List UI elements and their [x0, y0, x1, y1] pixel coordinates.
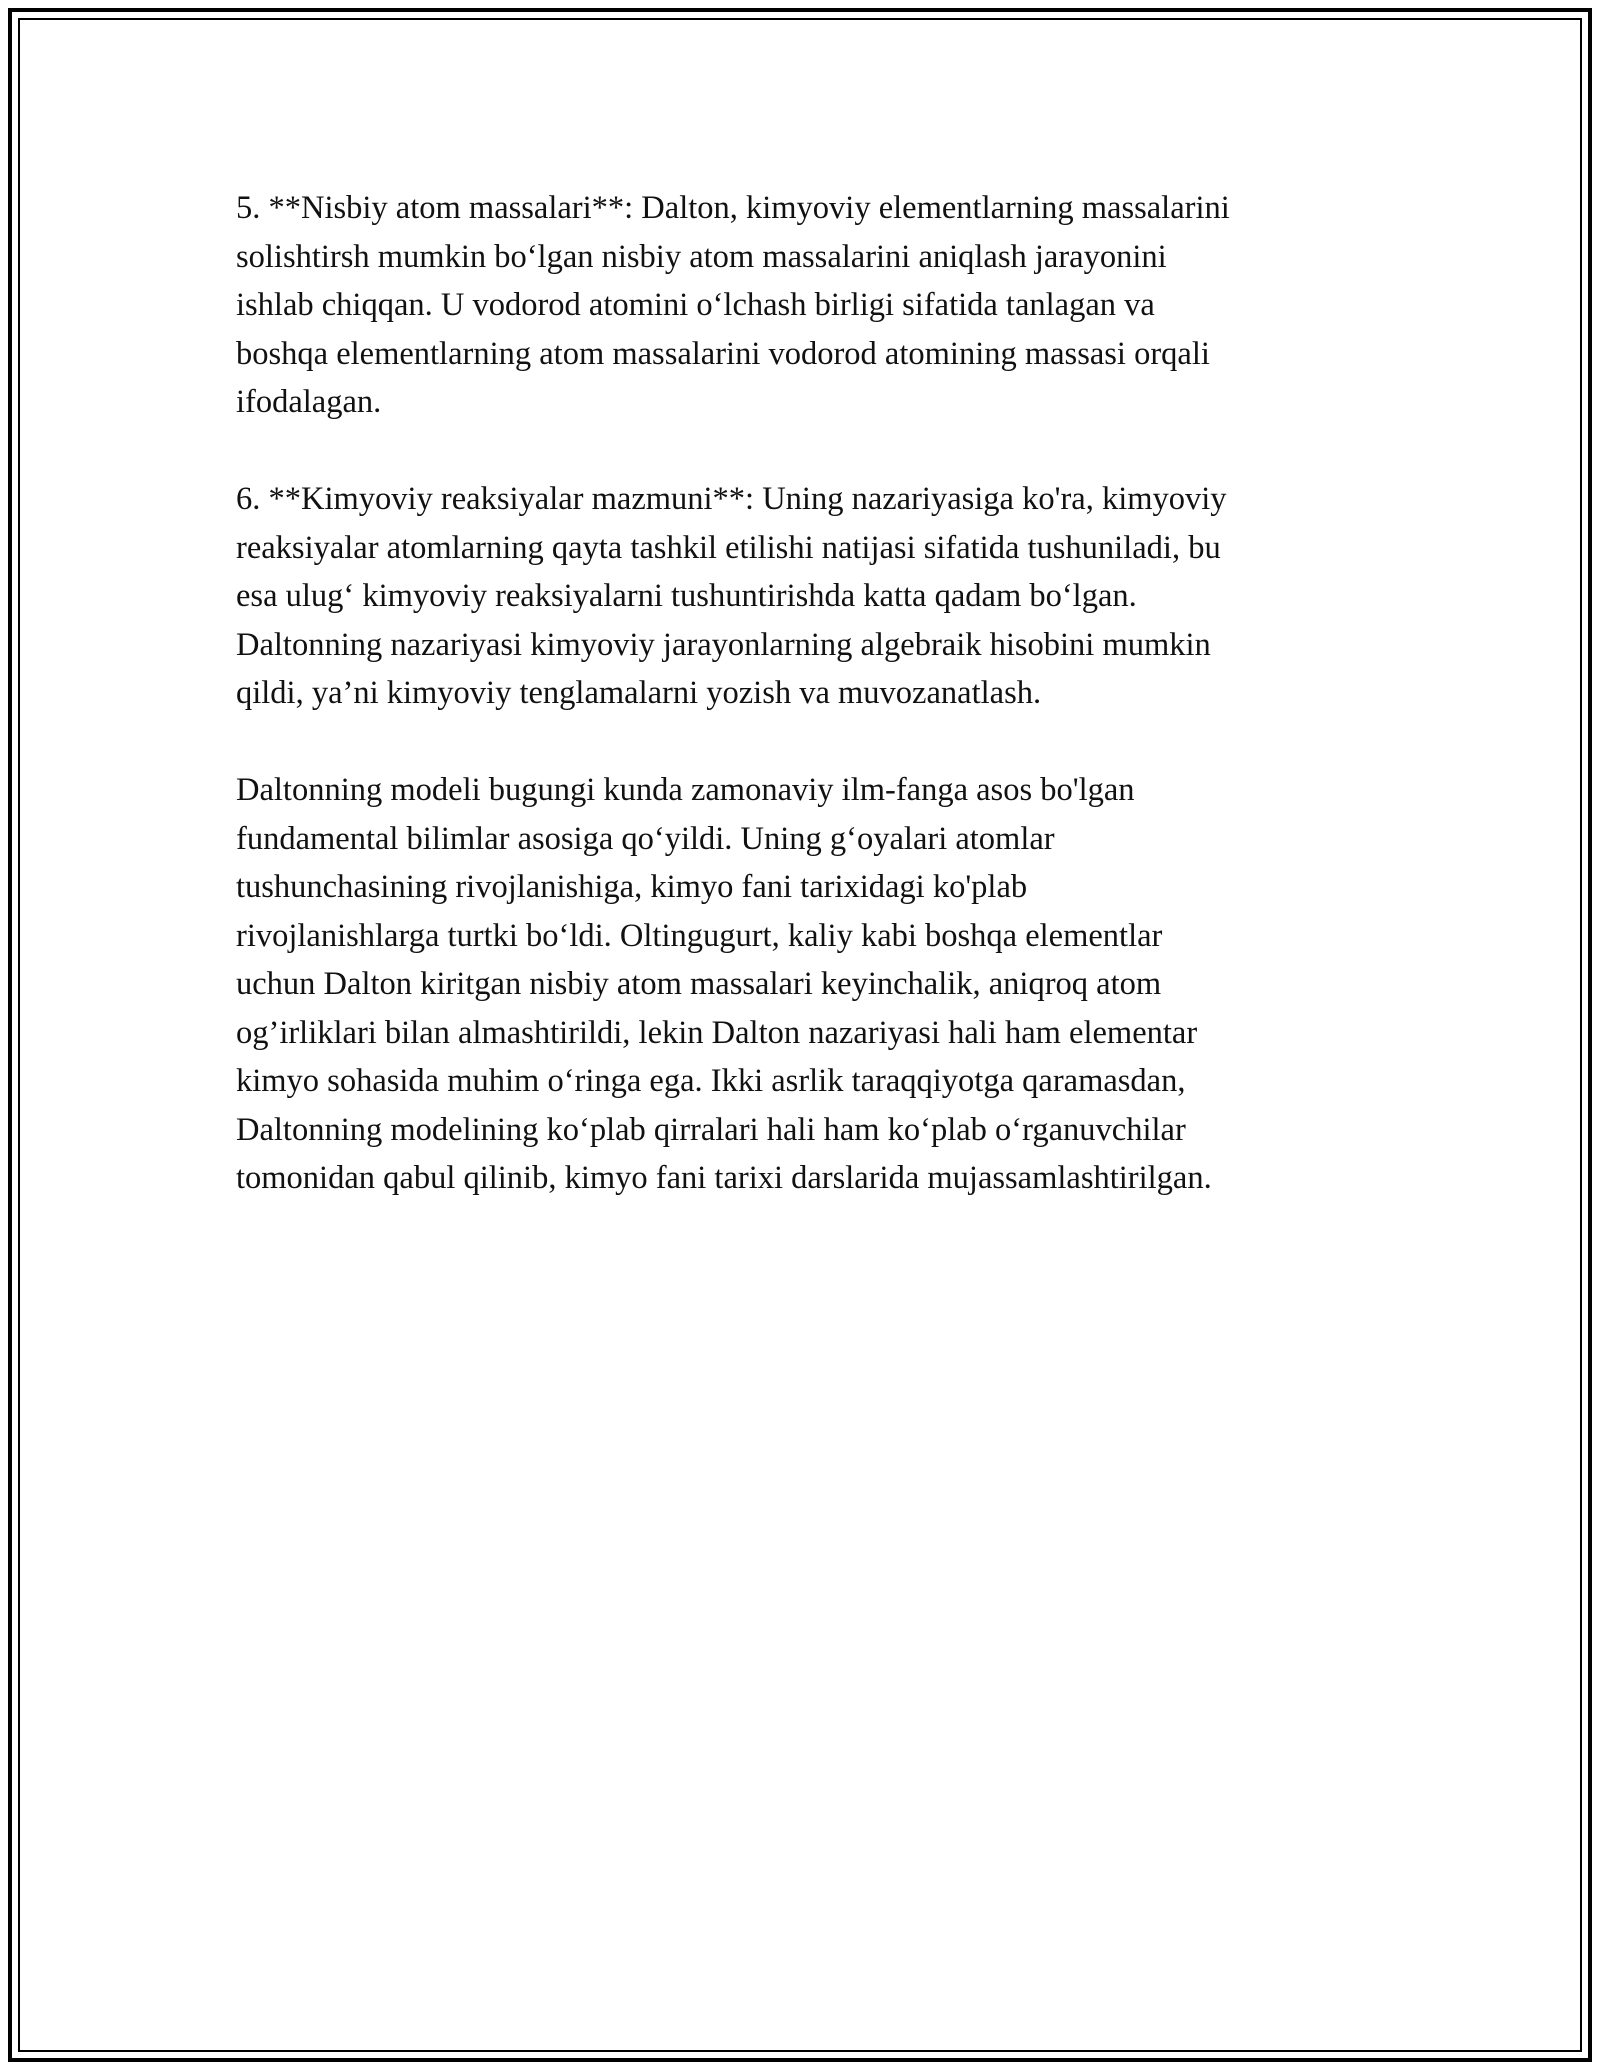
text-line: Daltonning modelining ko‘plab qirralari hali ham ko‘plab o‘rganuvchilar — [236, 1111, 1186, 1148]
text-line: rivojlanishlarga turtki bo‘ldi. Oltingugurt, kaliy kabi boshqa elementlar — [236, 917, 1163, 954]
paragraph-nisbiy-atom-massalari — [236, 184, 1366, 427]
text-line: boshqa elementlarning atom massalarini vodorod atomining massasi orqali — [236, 335, 1210, 372]
text-line: tushunchasining rivojlanishiga, kimyo fani tarixidagi ko'plab — [236, 869, 1028, 905]
text-line: og’irliklari bilan almashtirildi, lekin Dalton nazariyasi hali ham elementar — [236, 1014, 1198, 1051]
text-line: Daltonning nazariyasi kimyoviy jarayonlarning algebraik hisobini mumkin — [236, 626, 1211, 663]
document-body — [236, 184, 1366, 1251]
text-line: reaksiyalar atomlarning qayta tashkil etilishi natijasi sifatida tushuniladi, bu — [236, 529, 1221, 566]
text-line: Daltonning modeli bugungi kunda zamonaviy ilm-fanga asos bo'lgan — [236, 772, 1135, 808]
text-line: kimyo sohasida muhim o‘ringa ega. Ikki asrlik taraqqiyotga qaramasdan, — [236, 1063, 1186, 1099]
paragraph-kimyoviy-reaksiyalar — [236, 475, 1366, 718]
text-line: qildi, ya’ni kimyoviy tenglamalarni yozish va muvozanatlash. — [236, 675, 1042, 711]
text-line: 5. **Nisbiy atom massalari**: Dalton, kimyoviy elementlarning massalarini — [236, 190, 1230, 226]
text-line: esa ulug‘ kimyoviy reaksiyalarni tushuntirishda katta qadam bo‘lgan. — [236, 578, 1137, 614]
text-line: fundamental bilimlar asosiga qo‘yildi. Uning g‘oyalari atomlar — [236, 820, 1055, 857]
text-line: solishtirsh mumkin bo‘lgan nisbiy atom massalarini aniqlash jarayonini — [236, 238, 1167, 275]
text-line: ifodalagan. — [236, 384, 382, 420]
text-line: ishlab chiqqan. U vodorod atomini o‘lchash birligi sifatida tanlagan va — [236, 287, 1155, 323]
paragraph-daltonning-modeli — [236, 766, 1366, 1203]
text-line: tomonidan qabul qilinib, kimyo fani tarixi darslarida mujassamlashtirilgan. — [236, 1160, 1212, 1196]
text-line: 6. **Kimyoviy reaksiyalar mazmuni**: Uning nazariyasiga ko'ra, kimyoviy — [236, 481, 1227, 517]
text-line: uchun Dalton kiritgan nisbiy atom massalari keyinchalik, aniqroq atom — [236, 966, 1162, 1002]
